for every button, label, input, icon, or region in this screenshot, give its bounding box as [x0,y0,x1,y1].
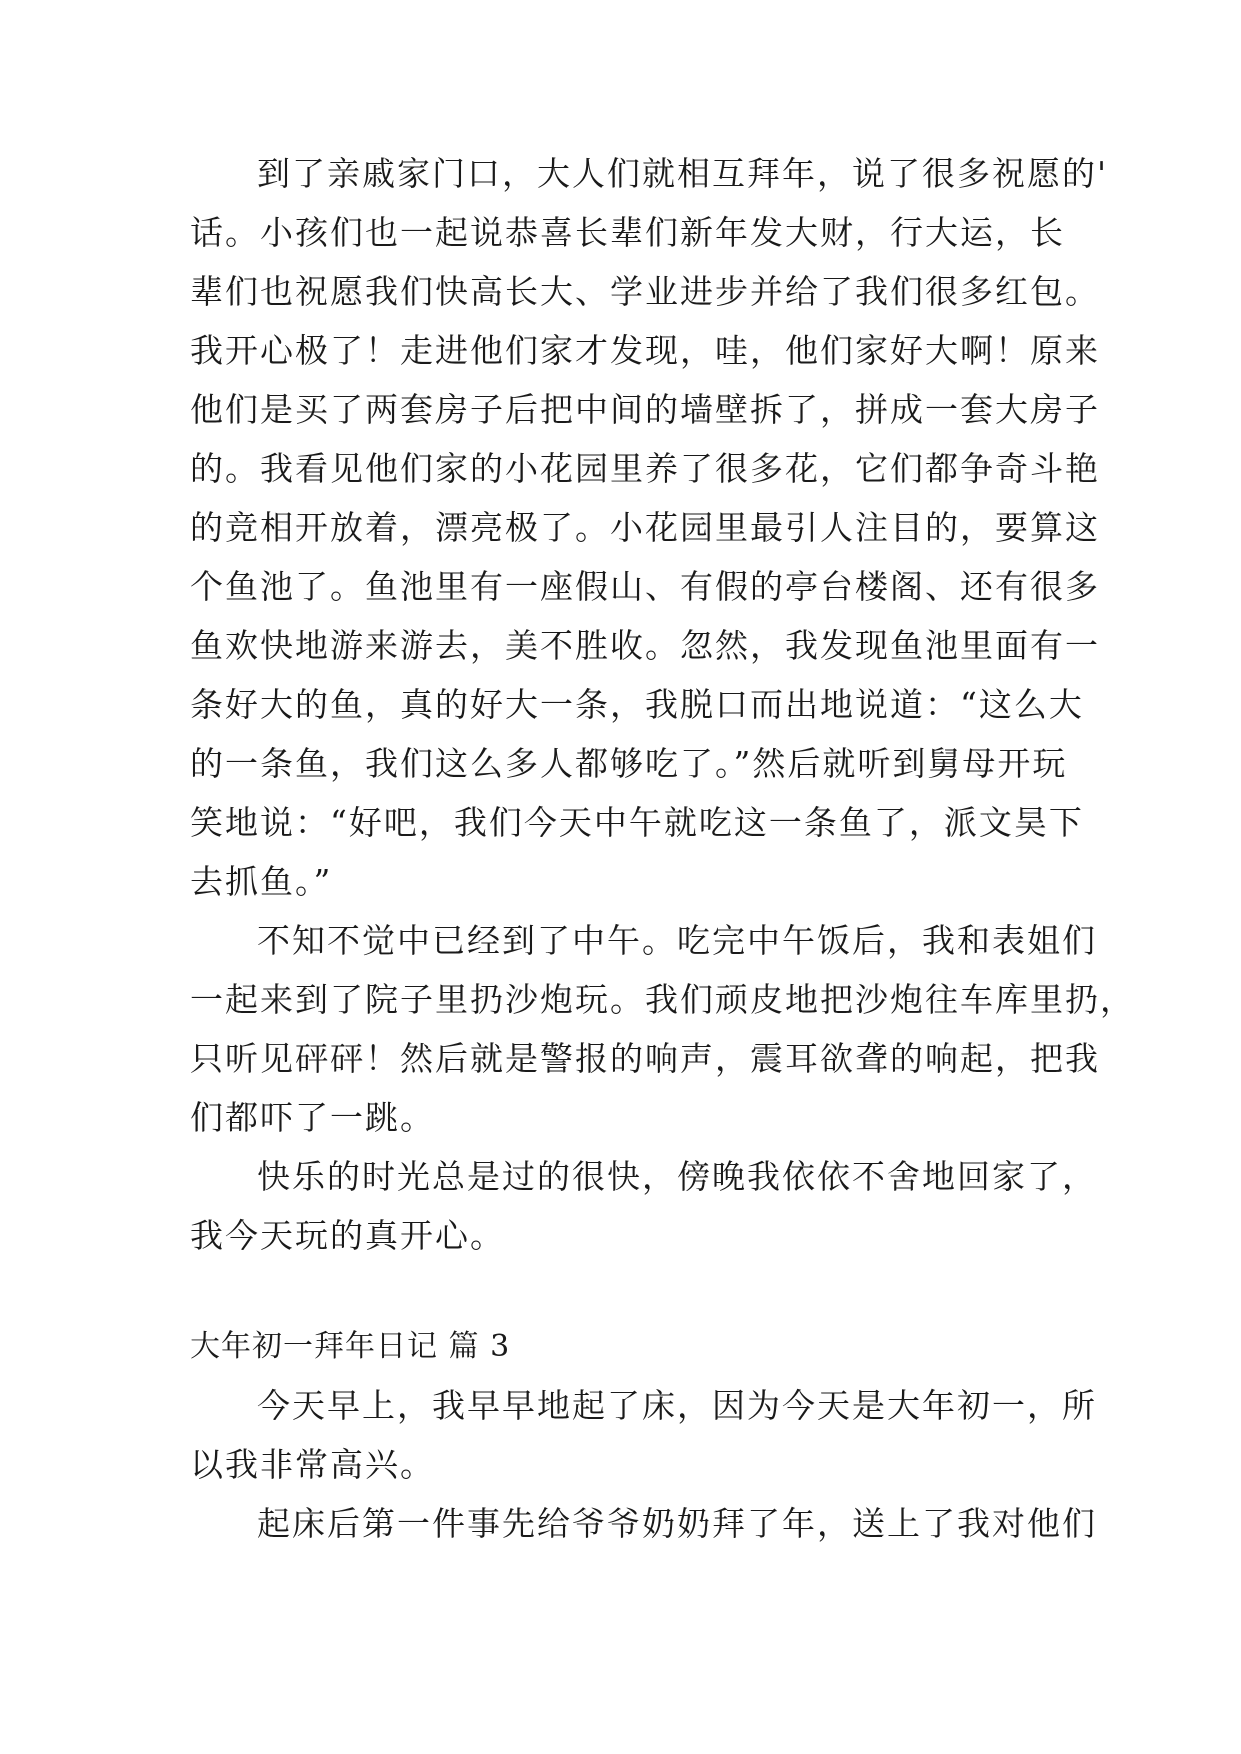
paragraph-line: 到了亲戚家门口，大人们就相互拜年，说了很多祝愿的' [257,154,1109,193]
paragraph-line: 辈们也祝愿我们快高长大、学业进步并给了我们很多红包。 [190,272,1100,311]
paragraph-line: 条好大的鱼，真的好大一条，我脱口而出地说道：“这么大 [190,685,1084,724]
paragraph-line: 他们是买了两套房子后把中间的墙壁拆了，拼成一套大房子 [190,390,1100,429]
paragraph-line: 只听见砰砰！然后就是警报的响声，震耳欲聋的响起，把我 [190,1039,1100,1078]
paragraph-line: 以我非常高兴。 [190,1445,435,1484]
paragraph-line: 快乐的时光总是过的很快，傍晚我依依不舍地回家了， [257,1157,1097,1196]
paragraph-line: 今天早上，我早早地起了床，因为今天是大年初一，所 [257,1386,1097,1425]
paragraph-line: 个鱼池了。鱼池里有一座假山、有假的亭台楼阁、还有很多 [190,567,1100,606]
paragraph-line: 我开心极了！走进他们家才发现，哇，他们家好大啊！原来 [190,331,1100,370]
paragraph-line: 不知不觉中已经到了中午。吃完中午饭后，我和表姐们 [257,921,1097,960]
paragraph-line: 的竞相开放着，漂亮极了。小花园里最引人注目的，要算这 [190,508,1100,547]
paragraph-line: 一起来到了院子里扔沙炮玩。我们顽皮地把沙炮往车库里扔， [190,980,1135,1019]
paragraph-line: 的。我看见他们家的小花园里养了很多花，它们都争奇斗艳 [190,449,1100,488]
paragraph-line: 去抓鱼。” [190,862,333,901]
paragraph-line: 起床后第一件事先给爷爷奶奶拜了年，送上了我对他们 [257,1504,1097,1543]
section-heading: 大年初一拜年日记 篇 3 [190,1329,511,1364]
paragraph-line: 鱼欢快地游来游去，美不胜收。忽然，我发现鱼池里面有一 [190,626,1100,665]
paragraph-line: 我今天玩的真开心。 [190,1216,505,1255]
paragraph-line: 笑地说：“好吧，我们今天中午就吃这一条鱼了，派文昊下 [190,803,1084,842]
paragraph-line: 的一条鱼，我们这么多人都够吃了。”然后就听到舅母开玩 [190,744,1068,783]
paragraph-line: 们都吓了一跳。 [190,1098,435,1137]
paragraph-line: 话。小孩们也一起说恭喜长辈们新年发大财，行大运，长 [190,213,1065,252]
